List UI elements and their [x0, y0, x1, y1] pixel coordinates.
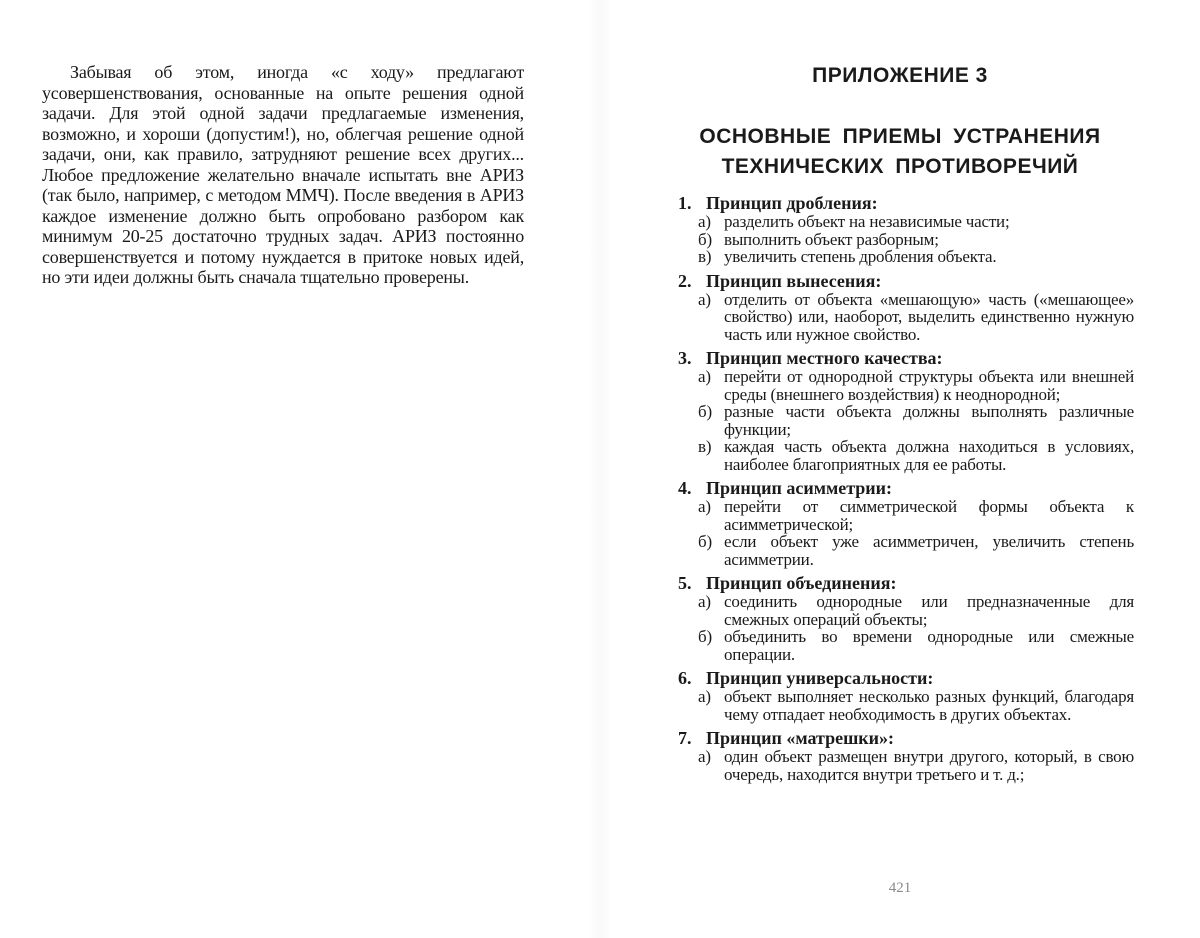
subitem-text: отделить от объекта «мешающую» часть («мешающее» свойство) или, наоборот, выделить единственно нужную часть или нужное свойство.: [724, 289, 1134, 344]
principle-title: Принцип дробления:: [706, 193, 878, 213]
subitem-text: каждая часть объекта должна находиться в условиях, наиболее благоприятных для ее работы.: [724, 437, 1134, 474]
principles-list: [678, 194, 1134, 789]
subitem-letter: а): [698, 289, 711, 309]
principle-heading: [678, 349, 1134, 368]
principle-number: 6.: [678, 668, 692, 688]
subitem-text: объект выполняет несколько разных функций, благодаря чему отпадает необходимость в других объектах.: [724, 687, 1134, 724]
principle-item: [678, 194, 1134, 266]
subitem-letter: а): [698, 747, 711, 766]
subitem-letter: а): [698, 592, 711, 611]
subitem-letter: в): [698, 247, 712, 266]
subitem-text: выполнить объект разборным;: [724, 229, 939, 249]
principle-number: 7.: [678, 728, 692, 748]
subitem-text: объединить во времени однородные или смежные операции.: [724, 627, 1134, 664]
principle-heading: [678, 479, 1134, 498]
principle-subitem: [678, 248, 1134, 266]
subitem-text: увеличить степень дробления объекта.: [724, 247, 997, 266]
principle-heading: [678, 574, 1134, 593]
principle-heading: [678, 729, 1134, 748]
subitem-text: если объект уже асимметричен, увеличить степень асимметрии.: [724, 532, 1134, 569]
principle-subitem: [678, 291, 1134, 344]
principle-number: 4.: [678, 478, 692, 498]
principle-number: 5.: [678, 573, 692, 593]
principle-title: Принцип универсальности:: [706, 668, 934, 688]
principle-title: Принцип «матрешки»:: [706, 728, 895, 748]
principle-subitems: [678, 688, 1134, 723]
principle-number: 3.: [678, 348, 692, 368]
principle-item: [678, 479, 1134, 568]
section-title-line-2: ТЕХНИЧЕСКИХ ПРОТИВОРЕЧИЙ: [721, 155, 1079, 178]
principle-subitem: [678, 231, 1134, 249]
principle-title: Принцип местного качества:: [706, 348, 943, 368]
principle-subitem: [678, 368, 1134, 403]
principle-title: Принцип объединения:: [706, 573, 897, 593]
section-title: [600, 122, 1200, 182]
subitem-text: перейти от однородной структуры объекта или внешней среды (внешнего воздействия) к неоднородной;: [724, 367, 1134, 404]
subitem-letter: в): [698, 437, 712, 456]
page-number: 421: [888, 880, 912, 896]
subitem-letter: б): [698, 532, 712, 551]
principle-subitems: [678, 748, 1134, 783]
principle-number: 1.: [678, 193, 692, 213]
subitem-letter: б): [698, 627, 712, 646]
subitem-text: один объект размещен внутри другого, который, в свою очередь, находится внутри третьего и т. д.;: [724, 747, 1134, 784]
principle-subitem: [678, 748, 1134, 783]
principle-subitems: [678, 213, 1134, 266]
appendix-title: ПРИЛОЖЕНИЕ 3: [812, 64, 988, 87]
left-page-paragraph: Забывая об этом, иногда «с ходу» предлагают усовершенствования, основанные на опыте решения одной задачи. Для этой одной задачи предлагаемые изменения, возможно, и хороши (допустим!), но, облегчая решение одной задачи, они, как правило, затрудняют решение всех других... Любое предложение желательно вначале испытать вне АРИЗ (так было, например, с методом ММЧ). После введения в АРИЗ каждое изменение должно быть опробовано разбором как минимум 20-25 достаточно трудных задач. АРИЗ постоянно совершенствуется и потому нуждается в притоке новых идей, но эти идеи должны быть сначала тщательно проверены.: [42, 62, 524, 287]
principle-item: [678, 669, 1134, 723]
principle-subitem: [678, 403, 1134, 438]
principle-item: [678, 574, 1134, 663]
principle-subitems: [678, 593, 1134, 663]
principle-item: [678, 729, 1134, 783]
section-title-line-1: ОСНОВНЫЕ ПРИЕМЫ УСТРАНЕНИЯ: [699, 125, 1101, 148]
right-page: [600, 0, 1200, 938]
subitem-letter: б): [698, 402, 712, 421]
subitem-letter: а): [698, 367, 711, 386]
subitem-letter: б): [698, 229, 712, 249]
subitem-letter: а): [698, 497, 711, 516]
principle-subitem: [678, 688, 1134, 723]
principle-subitem: [678, 498, 1134, 533]
subitem-text: разные части объекта должны выполнять различные функции;: [724, 402, 1134, 439]
principle-subitem: [678, 213, 1134, 231]
principle-heading: [678, 272, 1134, 291]
principle-subitems: [678, 368, 1134, 473]
principle-subitem: [678, 533, 1134, 568]
subitem-letter: а): [698, 212, 711, 231]
principle-subitems: [678, 498, 1134, 568]
subitem-letter: а): [698, 687, 711, 706]
subitem-text: перейти от симметрической формы объекта к асимметрической;: [724, 497, 1134, 534]
principle-subitem: [678, 628, 1134, 663]
subitem-text: соединить однородные или предназначенные для смежных операций объекты;: [724, 592, 1134, 629]
subitem-text: разделить объект на независимые части;: [724, 212, 1010, 231]
principle-item: [678, 349, 1134, 473]
principle-subitem: [678, 593, 1134, 628]
principle-heading: [678, 669, 1134, 688]
principle-heading: [678, 194, 1134, 213]
principle-title: Принцип вынесения:: [706, 270, 882, 291]
principle-subitem: [678, 438, 1134, 473]
principle-subitems: [678, 291, 1134, 344]
principle-item: [678, 272, 1134, 344]
principle-number: 2.: [678, 270, 692, 291]
principle-title: Принцип асимметрии:: [706, 478, 893, 498]
